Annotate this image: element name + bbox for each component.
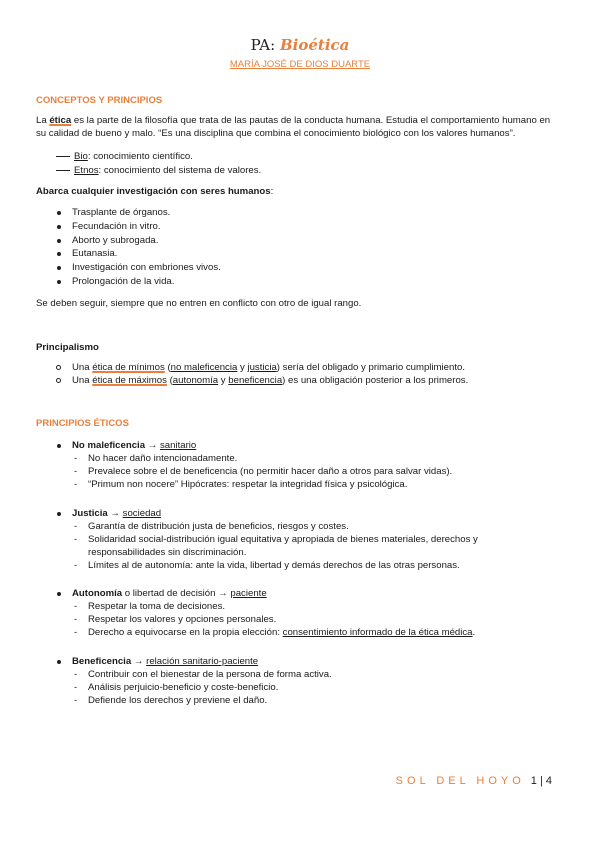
principle-justicia	[56, 507, 566, 572]
dash-marker	[56, 156, 70, 157]
principle-autonomia	[56, 587, 566, 639]
section-heading-principios: PRINCIPIOS ÉTICOS	[36, 418, 129, 429]
list-item: Eutanasia.	[56, 247, 221, 261]
text-part: y	[237, 362, 248, 373]
definition-item	[56, 150, 193, 163]
sub-text-cont: responsabilidades sin discriminación.	[88, 547, 247, 558]
intro-term: ética	[49, 115, 72, 126]
intro-paragraph	[36, 114, 566, 140]
arrow-icon: →	[131, 656, 147, 667]
principle-name: Beneficencia	[72, 656, 132, 667]
sub-link-text: consentimiento informado de la ética médica	[282, 627, 473, 638]
abarca-colon: :	[270, 186, 274, 197]
principle-heading	[56, 655, 566, 668]
text-part: ética de máximos	[92, 375, 167, 386]
text-part: ) sería del obligado y primario cumplimiento.	[276, 362, 466, 373]
text-part: justicia	[247, 362, 277, 373]
definition-term: Etnos	[74, 165, 99, 176]
sub-text: Solidaridad social-distribución igual equitativa y apropiada de bienes materiales, derechos y	[88, 534, 478, 545]
principle-name: Justicia	[72, 508, 108, 519]
list-item: Aborto y subrogada.	[56, 234, 221, 248]
intro-line1: es la parte de la filosofía que trata de las pautas de la conducta humana. Estudia el comportamiento humano en	[71, 115, 551, 126]
sub-item	[56, 626, 566, 639]
sub-item: - Respetar los valores y opciones personales.	[56, 613, 566, 626]
principle-beneficencia	[56, 655, 566, 707]
intro-pre: La	[36, 115, 50, 126]
page-title	[0, 36, 600, 54]
definition-text: : conocimiento científico.	[87, 151, 193, 162]
principle-heading	[56, 439, 566, 452]
sub-item: - Respetar la toma de decisiones.	[56, 600, 566, 613]
text-part: beneficencia	[228, 375, 283, 386]
principialismo-list	[56, 361, 468, 387]
sub-text: Derecho a equivocarse en la propia elección:	[88, 627, 283, 638]
title-accent: Bioética	[279, 36, 350, 54]
arrow-icon: →	[145, 440, 160, 451]
section-heading-conceptos: CONCEPTOS Y PRINCIPIOS	[36, 95, 163, 106]
intro-line2: su calidad de bueno y malo. “Es una disciplina que combina el conocimiento biológico con los valores humanos”.	[36, 128, 516, 139]
principle-heading	[56, 587, 566, 600]
page-number: 1 | 4	[530, 775, 552, 787]
sub-item: - Defiende los derechos y previene el daño.	[56, 694, 566, 707]
abarca-bold: Abarca cualquier investigación con seres humanos	[36, 186, 271, 197]
principle-target: relación sanitario-paciente	[146, 656, 259, 667]
arrow-icon: →	[107, 508, 123, 519]
bullet-list	[56, 206, 221, 289]
text-part: no maleficencia	[170, 362, 238, 373]
text-part: (	[164, 362, 171, 373]
text-part: Una	[72, 362, 93, 373]
sub-end: .	[472, 627, 476, 638]
footer-brand: SOL DEL HOYO	[395, 775, 525, 787]
closing-paragraph: Se deben seguir, siempre que no entren en conflicto con otro de igual rango.	[36, 298, 362, 309]
principle-name: Autonomía	[72, 588, 123, 599]
sub-item: - Límites al de autonomía: ante la vida, libertad y demás derechos de las otras personas.	[56, 559, 566, 572]
principle-no-maleficencia	[56, 439, 566, 491]
page-footer	[396, 775, 552, 787]
principle-name: No maleficencia	[72, 440, 146, 451]
text-part: ética de mínimos	[92, 362, 165, 373]
definition-text: : conocimiento del sistema de valores.	[98, 165, 262, 176]
definition-term: Bio	[74, 151, 88, 162]
text-part: autonomía	[172, 375, 219, 386]
sub-item: - Prevalece sobre el de beneficencia (no permitir hacer daño a otros para salvar vidas).	[56, 465, 566, 478]
sub-item: - Análisis perjuicio-beneficio y coste-beneficio.	[56, 681, 566, 694]
dash-marker	[56, 170, 70, 171]
definition-item	[56, 164, 261, 177]
list-item: Fecundación in vitro.	[56, 220, 221, 234]
author-name: MARÍA JOSÉ DE DIOS DUARTE	[229, 59, 371, 70]
sub-item: - Garantía de distribución justa de beneficios, riesgos y costes.	[56, 520, 566, 533]
principle-heading	[56, 507, 566, 520]
title-prefix: PA:	[250, 36, 276, 54]
text-part: (	[166, 375, 173, 386]
list-item: Trasplante de órganos.	[56, 206, 221, 220]
abarca-line	[36, 185, 566, 198]
principle-target: sociedad	[122, 508, 162, 519]
arrow-icon: →	[215, 588, 231, 599]
list-item	[56, 374, 468, 387]
principle-target: paciente	[230, 588, 267, 599]
list-item: Investigación con embriones vivos.	[56, 261, 221, 275]
text-part: y	[218, 375, 229, 386]
author	[0, 59, 600, 70]
sub-item: - No hacer daño intencionadamente.	[56, 452, 566, 465]
sub-item: - Contribuir con el bienestar de la persona de forma activa.	[56, 668, 566, 681]
principialismo-heading: Principalismo	[36, 342, 99, 353]
sub-item	[56, 533, 566, 559]
text-part: Una	[72, 375, 93, 386]
list-item: Prolongación de la vida.	[56, 275, 221, 289]
principle-mid: o libertad de decisión	[122, 588, 216, 599]
list-item	[56, 361, 468, 374]
text-part: ) es una obligación posterior a los primeros.	[282, 375, 469, 386]
sub-item: - “Primum non nocere” Hipócrates: respetar la integridad física y psicológica.	[56, 478, 566, 491]
principle-target: sanitario	[160, 440, 197, 451]
